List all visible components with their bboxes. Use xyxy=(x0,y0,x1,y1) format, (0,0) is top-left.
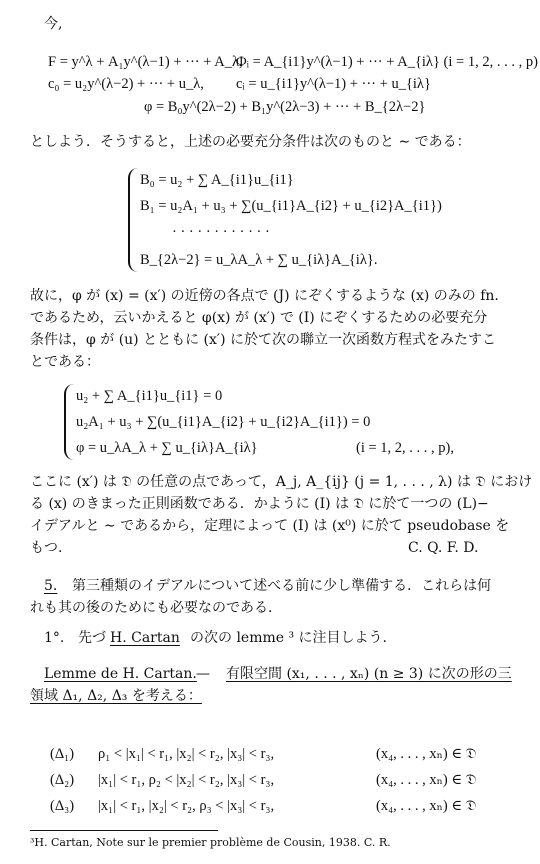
paragraph-3-line: る (x) のきまった正則函数である．かように (I) は 𝔇 に於て一つの (L)− xyxy=(30,496,489,512)
item-1-name: H. Cartan xyxy=(110,630,180,646)
section-5-text: 第三種類のイデアルについて述べる前に少し準備する．これらは何 xyxy=(72,578,492,594)
item-1-post: の次の lemme ³ に注目しよう. xyxy=(190,630,388,646)
paragraph-2-line: 条件は，φ が (u) とともに (x′) に於て次の聯立一次函数方程式をみたすこ xyxy=(30,332,496,348)
footnote-rule xyxy=(30,830,218,831)
domain-condition: |x₁| < r₁, ρ₂ < |x₂| < r₂, |x₃| < r₃, xyxy=(98,772,275,788)
domain-tail: (x₄, . . . , xₙ) ∈ 𝔇 xyxy=(376,772,477,788)
qed-mark: C. Q. F. D. xyxy=(408,540,479,556)
lemme-title: Lemme de H. Cartan. xyxy=(44,666,197,682)
system1-brace xyxy=(128,168,138,272)
domain-tail: (x₄, . . . , xₙ) ∈ 𝔇 xyxy=(376,798,477,814)
system2-line: u₂A₁ + u₃ + ∑(u_{i1}A_{i2} + u_{i2}A_{i1}) = 0 xyxy=(76,414,371,430)
system2-line: φ = u_λA_λ + ∑ u_{iλ}A_{iλ} xyxy=(76,440,258,456)
def-F: F = y^λ + A₁y^(λ−1) + ··· + A_λ, xyxy=(48,54,243,70)
paragraph-2-line: 故に，φ が (x) = (x′) の近傍の各点で (J) にぞくするような (x) のみの fn. xyxy=(30,288,499,304)
lemme-text: 有限空間 (x₁, . . . , xₙ) (n ≥ 3) に次の形の三 xyxy=(226,666,512,682)
domain-condition: ρ₁ < |x₁| < r₁, |x₂| < r₂, |x₃| < r₃, xyxy=(98,746,275,762)
lemme-dash: — xyxy=(196,666,210,682)
lemme-text-cont: 領域 Δ₁, Δ₂, Δ₃ を考える： xyxy=(30,688,202,704)
system1-line: B₀ = u₂ + ∑ A_{i1}u_{i1} xyxy=(140,172,294,188)
def-Phi: Φᵢ = A_{i1}y^(λ−1) + ··· + A_{iλ} (i = 1, 2, . . . , p) xyxy=(236,54,538,70)
domain-tail: (x₄, . . . , xₙ) ∈ 𝔇 xyxy=(376,746,477,762)
def-ci: cᵢ = u_{i1}y^(λ−1) + ··· + u_{iλ} xyxy=(236,76,431,92)
def-c0: c₀ = u₂y^(λ−2) + ··· + u_λ, xyxy=(48,76,204,92)
domain-condition: |x₁| < r₁, |x₂| < r₂, ρ₃ < |x₃| < r₃, xyxy=(98,798,275,814)
def-varphi: φ = B₀y^(2λ−2) + B₁y^(2λ−3) + ··· + B_{2λ−2} xyxy=(144,99,426,115)
system2-range: (i = 1, 2, . . . , p), xyxy=(356,440,454,456)
section-5-text-cont: れも其の後のためにも必要なのである. xyxy=(30,600,273,616)
domain-label: (Δ₁) xyxy=(50,746,75,762)
item-1-pre: 先づ xyxy=(78,630,106,646)
intro-text: 今, xyxy=(44,16,63,32)
system1-line: B_{2λ−2} = u_λA_λ + ∑ u_{iλ}A_{iλ}. xyxy=(140,252,378,268)
domain-label: (Δ₂) xyxy=(50,772,75,788)
paragraph-3-line: ここに (x′) は 𝔇 の任意の点であって，A_j, A_{ij} (j = 1, . . . , λ) は 𝔇 におけ xyxy=(30,474,533,490)
paragraph-3-line: もつ. xyxy=(30,540,63,556)
domain-label: (Δ₃) xyxy=(50,798,75,814)
paragraph-2-line: であるため，云いかえると φ(x) が (x′) で (I) にぞくするための必要充分 xyxy=(30,310,488,326)
footnote: ³H. Cartan, Note sur le premier problème de Cousin, 1938. C. R. xyxy=(30,836,391,849)
system2-brace xyxy=(64,384,74,460)
paragraph-2-line: とである： xyxy=(30,354,100,370)
system1-line: · · · · · · · · · · · · xyxy=(172,224,270,240)
section-5-number: 5. xyxy=(44,578,58,594)
paragraph-1: としよう．そうすると，上述の必要充分条件は次のものと ∼ である： xyxy=(30,134,471,150)
paragraph-3-line: イデアルと ∼ であるから，定理によって (I) は (x⁰) に於て pseudobase を xyxy=(30,518,510,534)
system2-line: u₂ + ∑ A_{i1}u_{i1} = 0 xyxy=(76,388,223,404)
item-1-number: 1°. xyxy=(44,630,65,646)
system1-line: B₁ = u₂A₁ + u₃ + ∑(u_{i1}A_{i2} + u_{i2}A_{i1}) xyxy=(140,198,442,214)
